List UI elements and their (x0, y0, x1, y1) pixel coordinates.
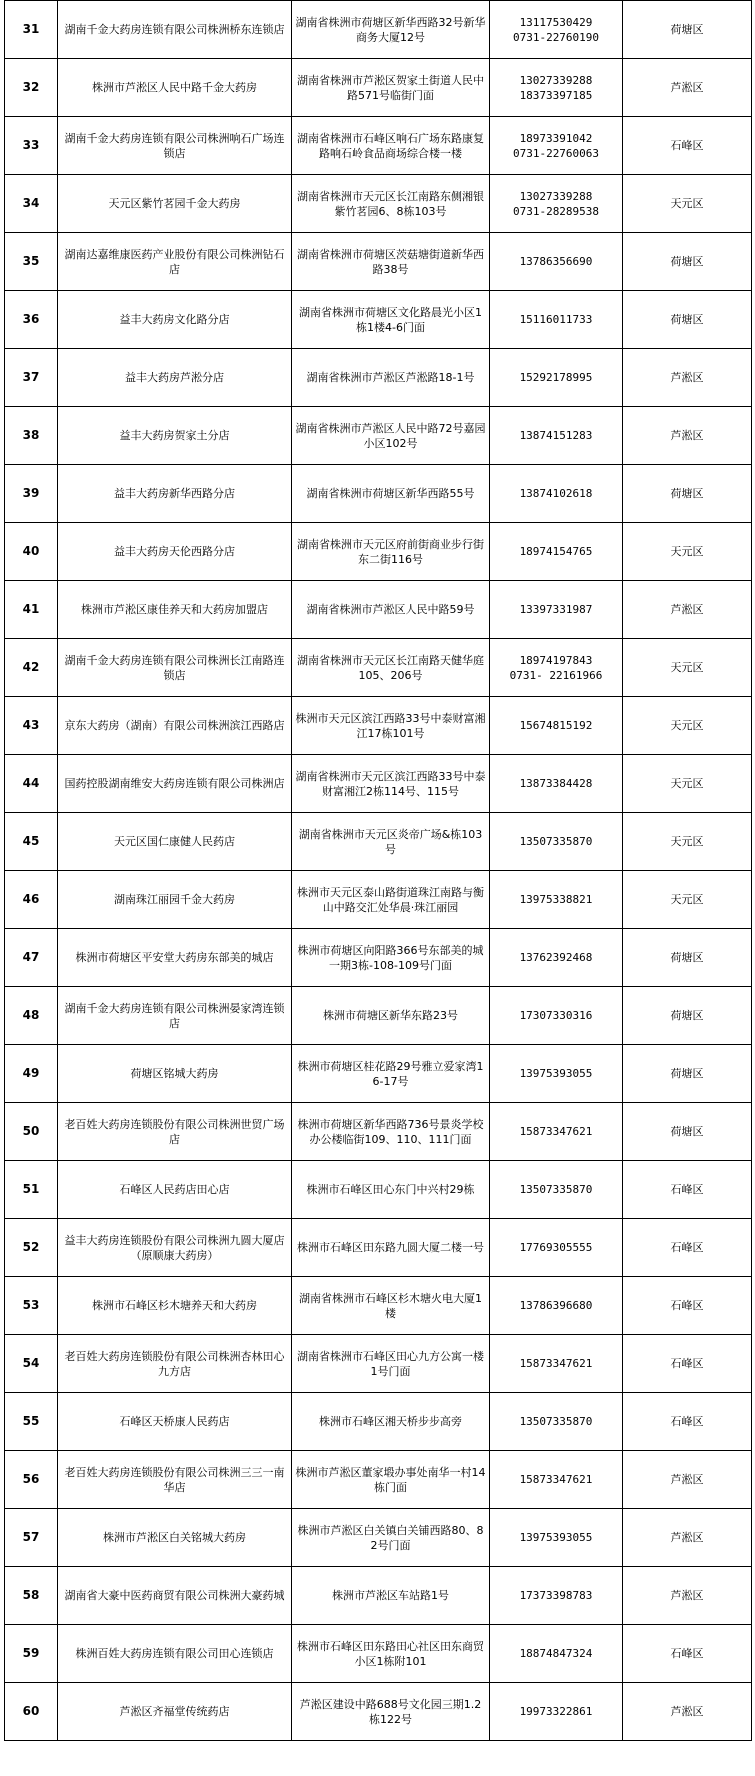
pharmacy-district: 芦淞区 (623, 1683, 752, 1741)
pharmacy-district: 天元区 (623, 697, 752, 755)
table-row (5, 1393, 752, 1451)
row-number: 50 (5, 1103, 58, 1161)
pharmacy-name: 益丰大药房新华西路分店 (58, 465, 292, 523)
pharmacy-address: 湖南省株洲市芦淞区芦淞路18-1号 (292, 349, 490, 407)
pharmacy-name: 老百姓大药房连锁股份有限公司株洲三三一南华店 (58, 1451, 292, 1509)
pharmacy-phone: 18973391042 0731-22760063 (490, 117, 623, 175)
table-row (5, 1335, 752, 1393)
pharmacy-name: 石峰区天桥康人民药店 (58, 1393, 292, 1451)
row-number: 48 (5, 987, 58, 1045)
pharmacy-district: 石峰区 (623, 1277, 752, 1335)
pharmacy-district: 荷塘区 (623, 291, 752, 349)
table-row (5, 813, 752, 871)
row-number: 53 (5, 1277, 58, 1335)
pharmacy-phone: 13975393055 (490, 1045, 623, 1103)
pharmacy-address: 湖南省株洲市天元区长江南路天健华庭105、206号 (292, 639, 490, 697)
pharmacy-name: 株洲市石峰区杉木塘养天和大药房 (58, 1277, 292, 1335)
pharmacy-name: 老百姓大药房连锁股份有限公司株洲杏林田心九方店 (58, 1335, 292, 1393)
pharmacy-district: 石峰区 (623, 1161, 752, 1219)
pharmacy-name: 益丰大药房文化路分店 (58, 291, 292, 349)
table-row (5, 755, 752, 813)
pharmacy-district: 芦淞区 (623, 1509, 752, 1567)
table-row (5, 1219, 752, 1277)
table-row (5, 291, 752, 349)
table-row (5, 639, 752, 697)
row-number: 31 (5, 1, 58, 59)
pharmacy-phone: 19973322861 (490, 1683, 623, 1741)
row-number: 35 (5, 233, 58, 291)
pharmacy-name: 湖南珠江丽园千金大药房 (58, 871, 292, 929)
pharmacy-district: 芦淞区 (623, 581, 752, 639)
pharmacy-phone: 17769305555 (490, 1219, 623, 1277)
pharmacy-address: 株洲市天元区滨江西路33号中泰财富湘江17栋101号 (292, 697, 490, 755)
pharmacy-phone: 15873347621 (490, 1335, 623, 1393)
pharmacy-district: 荷塘区 (623, 1045, 752, 1103)
row-number: 45 (5, 813, 58, 871)
pharmacy-phone: 13027339288 18373397185 (490, 59, 623, 117)
pharmacy-district: 天元区 (623, 871, 752, 929)
pharmacy-name: 株洲市芦淞区康佳养天和大药房加盟店 (58, 581, 292, 639)
table-row (5, 1625, 752, 1683)
pharmacy-address: 芦淞区建设中路688号文化园三期1.2栋122号 (292, 1683, 490, 1741)
row-number: 60 (5, 1683, 58, 1741)
pharmacy-district: 石峰区 (623, 117, 752, 175)
pharmacy-name: 湖南省大豪中医药商贸有限公司株洲大豪药城 (58, 1567, 292, 1625)
pharmacy-name: 京东大药房（湖南）有限公司株洲滨江西路店 (58, 697, 292, 755)
pharmacy-phone: 13117530429 0731-22760190 (490, 1, 623, 59)
pharmacy-district: 石峰区 (623, 1335, 752, 1393)
pharmacy-phone: 13027339288 0731-28289538 (490, 175, 623, 233)
pharmacy-phone: 13507335870 (490, 1161, 623, 1219)
pharmacy-name: 株洲市芦淞区人民中路千金大药房 (58, 59, 292, 117)
table-row (5, 233, 752, 291)
pharmacy-phone: 13786356690 (490, 233, 623, 291)
pharmacy-district: 芦淞区 (623, 349, 752, 407)
pharmacy-phone: 13507335870 (490, 1393, 623, 1451)
pharmacy-name: 天元区紫竹茗园千金大药房 (58, 175, 292, 233)
pharmacy-phone: 17373398783 (490, 1567, 623, 1625)
row-number: 33 (5, 117, 58, 175)
table-row (5, 523, 752, 581)
table-row (5, 1103, 752, 1161)
row-number: 58 (5, 1567, 58, 1625)
pharmacy-name: 荷塘区铭城大药房 (58, 1045, 292, 1103)
pharmacy-district: 芦淞区 (623, 1567, 752, 1625)
pharmacy-phone: 17307330316 (490, 987, 623, 1045)
pharmacy-name: 老百姓大药房连锁股份有限公司株洲世贸广场店 (58, 1103, 292, 1161)
table-row (5, 1509, 752, 1567)
pharmacy-district: 天元区 (623, 175, 752, 233)
table-row (5, 581, 752, 639)
pharmacy-name: 湖南千金大药房连锁有限公司株洲桥东连锁店 (58, 1, 292, 59)
pharmacy-address: 湖南省株洲市石峰区杉木塘火电大厦1楼 (292, 1277, 490, 1335)
pharmacy-name: 益丰大药房连锁股份有限公司株洲九圆大厦店（原顺康大药房） (58, 1219, 292, 1277)
pharmacy-address: 湖南省株洲市荷塘区茨菇塘街道新华西路38号 (292, 233, 490, 291)
pharmacy-name: 株洲百姓大药房连锁有限公司田心连锁店 (58, 1625, 292, 1683)
row-number: 54 (5, 1335, 58, 1393)
row-number: 36 (5, 291, 58, 349)
row-number: 42 (5, 639, 58, 697)
row-number: 46 (5, 871, 58, 929)
table-row (5, 987, 752, 1045)
pharmacy-address: 湖南省株洲市天元区滨江西路33号中泰财富湘江2栋114号、115号 (292, 755, 490, 813)
pharmacy-address: 株洲市荷塘区新华东路23号 (292, 987, 490, 1045)
row-number: 38 (5, 407, 58, 465)
pharmacy-address: 株洲市石峰区田东路田心社区田东商贸小区1栋附101 (292, 1625, 490, 1683)
pharmacy-name: 株洲市芦淞区白关铭城大药房 (58, 1509, 292, 1567)
pharmacy-district: 石峰区 (623, 1625, 752, 1683)
pharmacy-table (4, 0, 752, 1741)
pharmacy-name: 天元区国仁康健人民药店 (58, 813, 292, 871)
row-number: 55 (5, 1393, 58, 1451)
pharmacy-district: 石峰区 (623, 1219, 752, 1277)
pharmacy-phone: 15674815192 (490, 697, 623, 755)
pharmacy-phone: 18974197843 0731- 22161966 (490, 639, 623, 697)
row-number: 49 (5, 1045, 58, 1103)
pharmacy-name: 湖南达嘉维康医药产业股份有限公司株洲钻石店 (58, 233, 292, 291)
pharmacy-phone: 13975393055 (490, 1509, 623, 1567)
table-row (5, 1161, 752, 1219)
pharmacy-phone: 15873347621 (490, 1451, 623, 1509)
pharmacy-phone: 13762392468 (490, 929, 623, 987)
pharmacy-district: 芦淞区 (623, 59, 752, 117)
pharmacy-district: 荷塘区 (623, 1103, 752, 1161)
pharmacy-district: 芦淞区 (623, 407, 752, 465)
pharmacy-phone: 13397331987 (490, 581, 623, 639)
pharmacy-district: 天元区 (623, 639, 752, 697)
table-row (5, 117, 752, 175)
pharmacy-district: 天元区 (623, 755, 752, 813)
row-number: 57 (5, 1509, 58, 1567)
pharmacy-address: 株洲市石峰区田东路九圆大厦二楼一号 (292, 1219, 490, 1277)
table-row (5, 1683, 752, 1741)
row-number: 41 (5, 581, 58, 639)
row-number: 43 (5, 697, 58, 755)
pharmacy-district: 荷塘区 (623, 987, 752, 1045)
row-number: 34 (5, 175, 58, 233)
table-row (5, 59, 752, 117)
pharmacy-phone: 18974154765 (490, 523, 623, 581)
pharmacy-district: 天元区 (623, 813, 752, 871)
pharmacy-name: 益丰大药房贺家土分店 (58, 407, 292, 465)
pharmacy-address: 湖南省株洲市芦淞区贺家土街道人民中路571号临街门面 (292, 59, 490, 117)
table-row (5, 1451, 752, 1509)
table-row (5, 1277, 752, 1335)
pharmacy-address: 株洲市芦淞区董家塅办事处南华一村14栋门面 (292, 1451, 490, 1509)
table-row (5, 929, 752, 987)
pharmacy-address: 湖南省株洲市天元区府前街商业步行街东二街116号 (292, 523, 490, 581)
pharmacy-phone: 13874102618 (490, 465, 623, 523)
pharmacy-name: 株洲市荷塘区平安堂大药房东部美的城店 (58, 929, 292, 987)
pharmacy-address: 湖南省株洲市荷塘区新华西路32号新华商务大厦12号 (292, 1, 490, 59)
pharmacy-address: 株洲市芦淞区车站路1号 (292, 1567, 490, 1625)
pharmacy-address: 株洲市荷塘区桂花路29号雅立爱家湾16-17号 (292, 1045, 490, 1103)
pharmacy-address: 株洲市荷塘区向阳路366号东部美的城一期3栋-108-109号门面 (292, 929, 490, 987)
table-row (5, 1567, 752, 1625)
pharmacy-address: 湖南省株洲市石峰区响石广场东路康复路响石岭食品商场综合楼一楼 (292, 117, 490, 175)
table-row (5, 871, 752, 929)
pharmacy-name: 益丰大药房天伦西路分店 (58, 523, 292, 581)
pharmacy-name: 益丰大药房芦淞分店 (58, 349, 292, 407)
pharmacy-address: 株洲市天元区泰山路街道珠江南路与衡山中路交汇处华晨·珠江丽园 (292, 871, 490, 929)
table-row (5, 407, 752, 465)
pharmacy-phone: 13507335870 (490, 813, 623, 871)
row-number: 47 (5, 929, 58, 987)
pharmacy-district: 荷塘区 (623, 465, 752, 523)
pharmacy-district: 荷塘区 (623, 233, 752, 291)
pharmacy-name: 湖南千金大药房连锁有限公司株洲长江南路连锁店 (58, 639, 292, 697)
row-number: 52 (5, 1219, 58, 1277)
pharmacy-address: 湖南省株洲市天元区炎帝广场&栋103号 (292, 813, 490, 871)
pharmacy-name: 国药控股湖南维安大药房连锁有限公司株洲店 (58, 755, 292, 813)
pharmacy-phone: 13786396680 (490, 1277, 623, 1335)
row-number: 44 (5, 755, 58, 813)
table-row (5, 349, 752, 407)
table-row (5, 697, 752, 755)
table-row (5, 1045, 752, 1103)
pharmacy-address: 湖南省株洲市天元区长江南路东侧湘银紫竹茗园6、8栋103号 (292, 175, 490, 233)
pharmacy-address: 湖南省株洲市荷塘区新华西路55号 (292, 465, 490, 523)
row-number: 39 (5, 465, 58, 523)
row-number: 51 (5, 1161, 58, 1219)
table-row (5, 465, 752, 523)
pharmacy-phone: 13873384428 (490, 755, 623, 813)
pharmacy-phone: 18874847324 (490, 1625, 623, 1683)
pharmacy-address: 株洲市石峰区湘天桥步步高旁 (292, 1393, 490, 1451)
row-number: 37 (5, 349, 58, 407)
table-row (5, 1, 752, 59)
pharmacy-name: 湖南千金大药房连锁有限公司株洲响石广场连锁店 (58, 117, 292, 175)
pharmacy-address: 湖南省株洲市芦淞区人民中路72号嘉园小区102号 (292, 407, 490, 465)
pharmacy-address: 湖南省株洲市芦淞区人民中路59号 (292, 581, 490, 639)
pharmacy-name: 石峰区人民药店田心店 (58, 1161, 292, 1219)
pharmacy-district: 芦淞区 (623, 1451, 752, 1509)
table-row (5, 175, 752, 233)
pharmacy-district: 荷塘区 (623, 929, 752, 987)
row-number: 59 (5, 1625, 58, 1683)
pharmacy-name: 芦淞区齐福堂传统药店 (58, 1683, 292, 1741)
pharmacy-phone: 15292178995 (490, 349, 623, 407)
pharmacy-address: 株洲市石峰区田心东门中兴村29栋 (292, 1161, 490, 1219)
pharmacy-address: 湖南省株洲市荷塘区文化路晨光小区1栋1楼4-6门面 (292, 291, 490, 349)
pharmacy-address: 湖南省株洲市石峰区田心九方公寓一楼1号门面 (292, 1335, 490, 1393)
row-number: 40 (5, 523, 58, 581)
pharmacy-phone: 15116011733 (490, 291, 623, 349)
pharmacy-address: 株洲市荷塘区新华西路736号景炎学校办公楼临街109、110、111门面 (292, 1103, 490, 1161)
pharmacy-address: 株洲市芦淞区白关镇白关铺西路80、82号门面 (292, 1509, 490, 1567)
row-number: 32 (5, 59, 58, 117)
pharmacy-name: 湖南千金大药房连锁有限公司株洲晏家湾连锁店 (58, 987, 292, 1045)
pharmacy-district: 石峰区 (623, 1393, 752, 1451)
pharmacy-district: 天元区 (623, 523, 752, 581)
pharmacy-phone: 13975338821 (490, 871, 623, 929)
pharmacy-phone: 15873347621 (490, 1103, 623, 1161)
pharmacy-phone: 13874151283 (490, 407, 623, 465)
pharmacy-table-body (5, 1, 752, 1741)
row-number: 56 (5, 1451, 58, 1509)
pharmacy-district: 荷塘区 (623, 1, 752, 59)
